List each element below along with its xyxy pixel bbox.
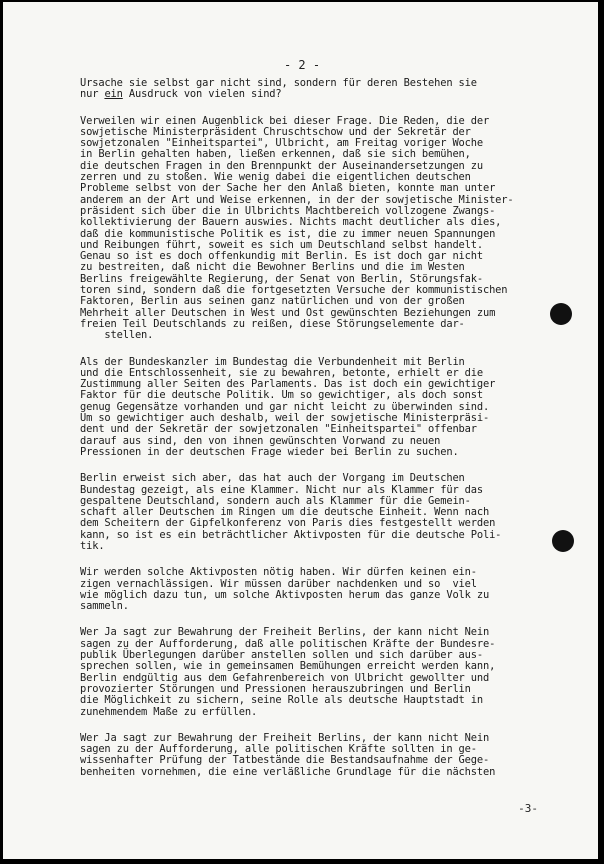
text-line: darauf aus sind, den von ihnen gewünschten Vorwand zu neuen <box>80 434 441 447</box>
paragraph <box>80 116 560 342</box>
text-line: Verweilen wir einen Augenblick bei dieser Frage. Die Reden, die der <box>80 114 490 127</box>
text-line: nur ein Ausdruck von vielen sind? <box>80 88 282 101</box>
text-line: Berlin erweist sich aber, das hat auch der Vorgang im Deutschen <box>80 472 465 485</box>
text-line: Ursache sie selbst gar nicht sind, sondern für deren Bestehen sie <box>80 77 477 89</box>
text-line: freien Teil Deutschlands zu reißen, diese Störungselemente dar- <box>80 317 465 330</box>
text-line: Faktor für die deutsche Politik. Um so gewichtiger, als doch sonst <box>80 389 483 402</box>
scan-border-bottom <box>0 859 604 864</box>
text-line: wissenhafter Prüfung der Tatbestände die Bestandsaufnahme der Gege- <box>80 754 490 767</box>
text-line: Genau so ist es doch offenkundig mit Berlin. Es ist doch gar nicht <box>80 250 483 263</box>
text-line: zigen vernachlässigen. Wir müssen darüber nachdenken und so viel <box>80 577 477 590</box>
text-line: Berlin endgültig aus dem Gefahrenbereich von Ulbricht gewollter und <box>80 671 490 684</box>
text-line: Wer Ja sagt zur Bewahrung der Freiheit Berlins, der kann nicht Nein <box>80 731 490 744</box>
text-line: zu bestreiten, daß nicht die Bewohner Berlins und die im Westen <box>80 261 465 274</box>
text-line: zerren und zu stoßen. Wie wenig dabei die eigentlichen deutschen <box>80 171 471 184</box>
text-line: provozierter Störungen und Pressionen herauszubringen und Berlin <box>80 682 471 695</box>
text-line: Mehrheit aller Deutschen in West und Ost gewünschten Beziehungen zum <box>80 306 496 319</box>
text-line: Wer Ja sagt zur Bewahrung der Freiheit Berlins, der kann nicht Nein <box>80 626 490 639</box>
text-line: sagen zu der Aufforderung, daß alle politischen Kräfte der Bundesre- <box>80 637 496 650</box>
text-line: Berlins freigewählte Regierung, der Senat von Berlin, Störungsfak- <box>80 272 483 285</box>
text-line: kollektivierung der Bauern auswies. Nichts macht deutlicher als dies, <box>80 216 502 229</box>
scan-border-top <box>0 0 604 2</box>
text-line: genug Gegensätze vorhanden und gar nicht leicht zu überwinden sind. <box>80 400 490 413</box>
text-line: sammeln. <box>80 600 129 613</box>
paragraph <box>80 567 560 612</box>
text-line: sagen zu der Aufforderung, alle politischen Kräfte sollten in ge- <box>80 743 477 756</box>
text-line: dent und der Sekretär der sowjetzonalen "Einheitspartei" offenbar <box>80 423 477 436</box>
text-line: in Berlin gehalten haben, ließen erkennen, daß sie sich bemühen, <box>80 148 471 161</box>
text-line: anderem an der Art und Weise erkennen, in der der sowjetische Minister- <box>80 193 514 206</box>
text-line: gespaltene Deutschland, sondern auch als Klammer für die Gemein- <box>80 494 471 507</box>
text-line: publik Überlegungen darüber anstellen sollen und sich darüber aus- <box>80 649 483 662</box>
text-line: Wir werden solche Aktivposten nötig haben. Wir dürfen keinen ein- <box>80 566 477 579</box>
text-line: Zustimmung aller Seiten des Parlaments. Das ist doch ein gewichtiger <box>80 378 496 391</box>
page-number: - 2 - <box>283 58 321 72</box>
text-line: Probleme selbst von der Sache her den Anlaß bieten, konnte man unter <box>80 182 496 195</box>
text-line: und Reibungen führt, soweit es sich um Deutschland selbst handelt. <box>80 238 483 251</box>
text-line: schaft aller Deutschen im Ringen um die deutsche Einheit. Wenn nach <box>80 506 490 519</box>
text-line: stellen. <box>80 329 154 342</box>
text-line: Um so gewichtiger auch deshalb, weil der sowjetische Ministerpräsi- <box>80 412 490 425</box>
paragraph <box>80 627 560 717</box>
text-line: und die Entschlossenheit, sie zu bewahren, betonte, erhielt er die <box>80 366 483 379</box>
text-line: benheiten vornehmen, die eine verläßliche Grundlage für die nächsten <box>80 765 496 778</box>
text-line: toren sind, sondern daß die fortgesetzten Versuche der kommunistischen <box>80 284 508 297</box>
text-line: sowjetische Ministerpräsident Chruschtschow und der Sekretär der <box>80 125 471 138</box>
text-line: Bundestag gezeigt, als eine Klammer. Nicht nur als Klammer für das <box>80 483 483 496</box>
text-line: daß die kommunistische Politik es ist, die zu immer neuen Spannungen <box>80 227 496 240</box>
text-line: kann, so ist es ein beträchtlicher Aktivposten für die deutsche Poli- <box>80 528 502 541</box>
text-line: Pressionen in der deutschen Frage wieder bei Berlin zu suchen. <box>80 445 459 458</box>
paragraph <box>80 473 560 552</box>
text-line: sowjetzonalen "Einheitspartei", Ulbricht, am Freitag voriger Woche <box>80 137 483 150</box>
scan-border-right <box>598 0 604 864</box>
punch-hole <box>552 530 574 552</box>
text-line: dem Scheitern der Gipfelkonferenz von Paris dies festgestellt werden <box>80 517 496 530</box>
text-line: die Möglichkeit zu sichern, seine Rolle als deutsche Hauptstadt in <box>80 694 483 707</box>
text-line: sprechen sollen, wie in gemeinsamen Bemühungen erreicht werden kann, <box>80 660 496 673</box>
paragraph <box>80 357 560 459</box>
text-line: Als der Bundeskanzler im Bundestag die Verbundenheit mit Berlin <box>80 355 465 368</box>
paragraph <box>80 733 560 778</box>
paragraph <box>80 78 560 101</box>
punch-hole <box>550 303 572 325</box>
text-line: präsident sich über die in Ulbrichts Machtbereich vollzogene Zwangs- <box>80 204 496 217</box>
next-page-marker: -3- <box>518 802 538 815</box>
document-body <box>80 78 560 793</box>
text-line: Faktoren, Berlin aus seinen ganz natürlichen und von der großen <box>80 295 465 308</box>
text-line: tik. <box>80 539 105 552</box>
text-line: die deutschen Fragen in den Brennpunkt der Auseinandersetzungen zu <box>80 159 483 172</box>
text-line: zunehmendem Maße zu erfüllen. <box>80 705 258 718</box>
scan-border-left <box>0 0 3 864</box>
text-line: wie möglich dazu tun, um solche Aktivposten herum das ganze Volk zu <box>80 588 490 601</box>
